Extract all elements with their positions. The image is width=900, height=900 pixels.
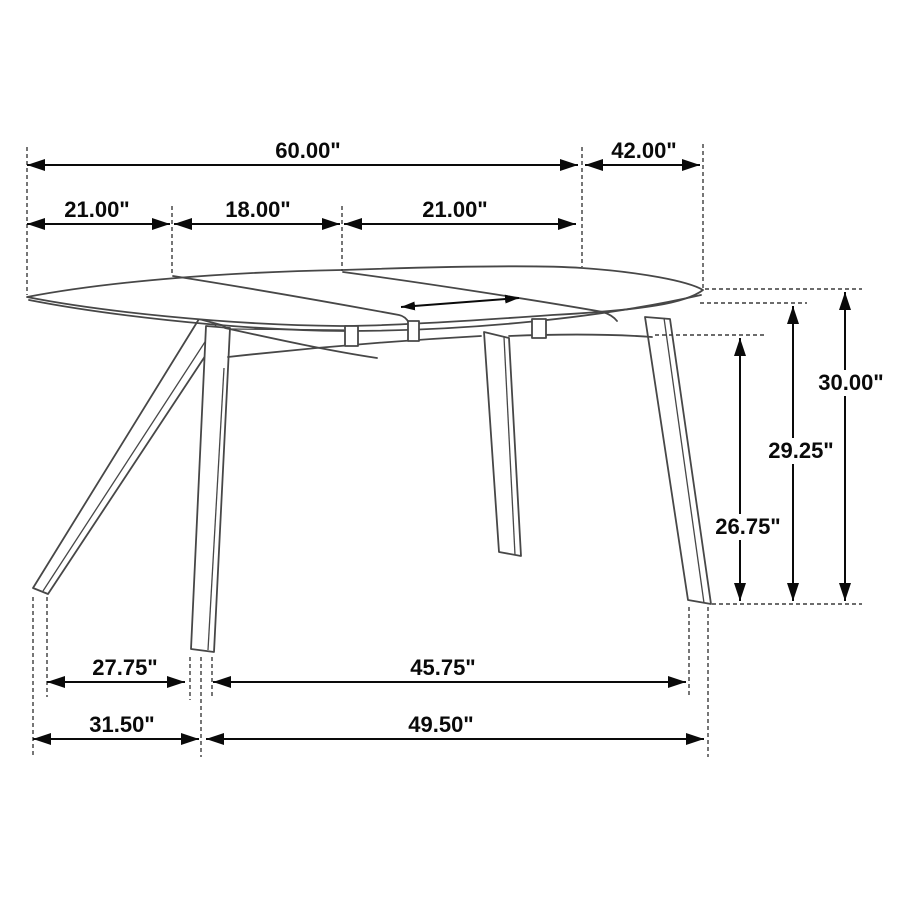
leg-back-right — [484, 332, 521, 556]
dim-right-section — [344, 197, 576, 224]
dim-label-underside-height: 29.25" — [768, 438, 834, 463]
dim-front-leg-span — [213, 655, 686, 682]
dim-label-overall-height: 30.00" — [818, 370, 884, 395]
dim-underside-height — [763, 306, 841, 601]
dim-label-outer-leg-span: 49.50" — [408, 712, 474, 737]
dim-label-outer-left-span: 31.50" — [89, 712, 155, 737]
dim-front-leg-gap — [47, 655, 185, 682]
leg-front-left — [191, 326, 230, 652]
dim-center-leaf — [174, 197, 340, 224]
dim-label-front-leg-gap: 27.75" — [92, 655, 158, 680]
apron-block-2 — [408, 321, 419, 341]
apron-curve-right — [509, 335, 652, 337]
dim-left-section — [27, 197, 170, 224]
apron-block-3 — [532, 319, 546, 338]
leg-front-right — [645, 317, 711, 604]
dim-label-right-section: 21.00" — [422, 197, 488, 222]
tabletop — [27, 266, 703, 331]
dim-outer-left-span — [33, 712, 199, 739]
dim-apron-height — [710, 338, 788, 601]
dimension-annotations — [27, 138, 893, 739]
apron-block-1 — [345, 326, 358, 346]
dim-outer-leg-span — [206, 712, 704, 739]
dim-overall-length — [27, 138, 578, 165]
dim-overall-width — [585, 138, 700, 165]
table-drawing — [27, 266, 711, 652]
dim-label-center-leaf: 18.00" — [225, 197, 291, 222]
dim-label-left-section: 21.00" — [64, 197, 130, 222]
apron-top-edge — [230, 329, 344, 330]
dim-label-overall-width: 42.00" — [611, 138, 677, 163]
dim-label-apron-height: 26.75" — [715, 514, 781, 539]
dim-label-front-leg-span: 45.75" — [410, 655, 476, 680]
dim-label-overall-length: 60.00" — [275, 138, 341, 163]
